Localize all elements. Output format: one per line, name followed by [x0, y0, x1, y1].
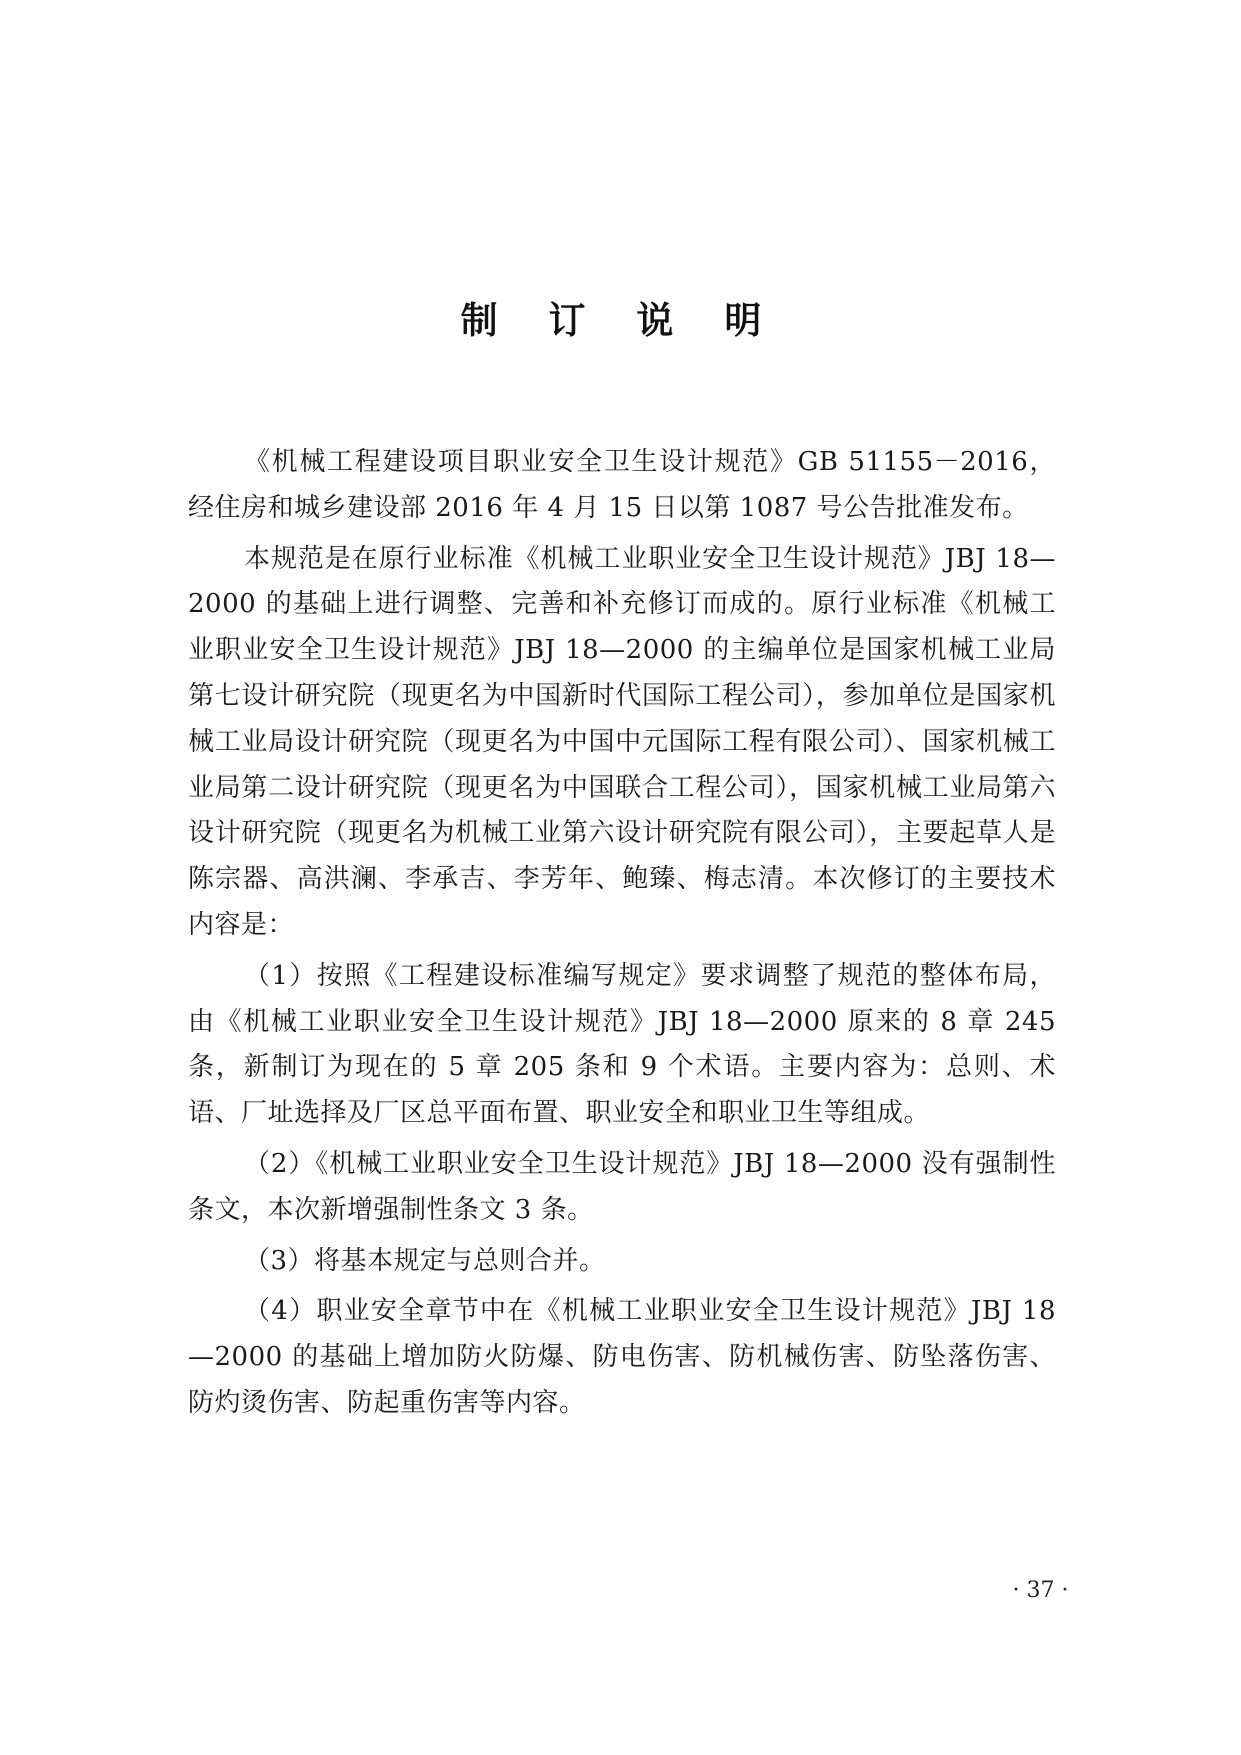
body-text [188, 440, 1056, 1432]
page-number: · 37 · [1012, 1578, 1069, 1603]
paragraph-background: 本规范是在原行业标准《机械工业职业安全卫生设计规范》JBJ 18—2000 的基础上进行调整、完善和补充修订而成的。原行业标准《机械工业职业安全卫生设计规范》JBJ 18—2000 的主编单位是国家机械工业局第七设计研究院（现更名为中国新时代国际工程公司），参加单位是国家机械工业局设计研究院（现更名为中国中元国际工程有限公司）、国家机械工业局第二设计研究院（现更名为中国联合工程公司），国家机械工业局第六设计研究院（现更名为机械工业第六设计研究院有限公司），主要起草人是陈宗器、高洪澜、李承吉、李芳年、鲍臻、梅志清。本次修订的主要技术内容是： [188, 543, 1056, 940]
paragraph-approval: 《机械工程建设项目职业安全卫生设计规范》GB 51155－2016，经住房和城乡建设部 2016 年 4 月 15 日以第 1087 号公告批准发布。 [188, 447, 1056, 523]
paragraph-item-2: （2）《机械工业职业安全卫生设计规范》JBJ 18—2000 没有强制性条文，本次新增强制性条文 3 条。 [188, 1148, 1056, 1225]
page-title: 制 订 说 明 [460, 299, 781, 342]
paragraph-item-3: （3）将基本规定与总则合并。 [244, 1245, 606, 1276]
paragraph-item-4: （4）职业安全章节中在《机械工业职业安全卫生设计规范》JBJ 18—2000 的基础上增加防火防爆、防电伤害、防机械伤害、防坠落伤害、防灼烫伤害、防起重伤害等内容。 [188, 1296, 1056, 1418]
paragraph-item-1: （1）按照《工程建设标准编写规定》要求调整了规范的整体布局，由《机械工业职业安全卫生设计规范》JBJ 18—2000 原来的 8 章 245 条，新制订为现在的 5 章 205 条和 9 个术语。主要内容为：总则、术语、厂址选择及厂区总平面布置、职业安全和职业卫生等组成。 [188, 960, 1056, 1129]
